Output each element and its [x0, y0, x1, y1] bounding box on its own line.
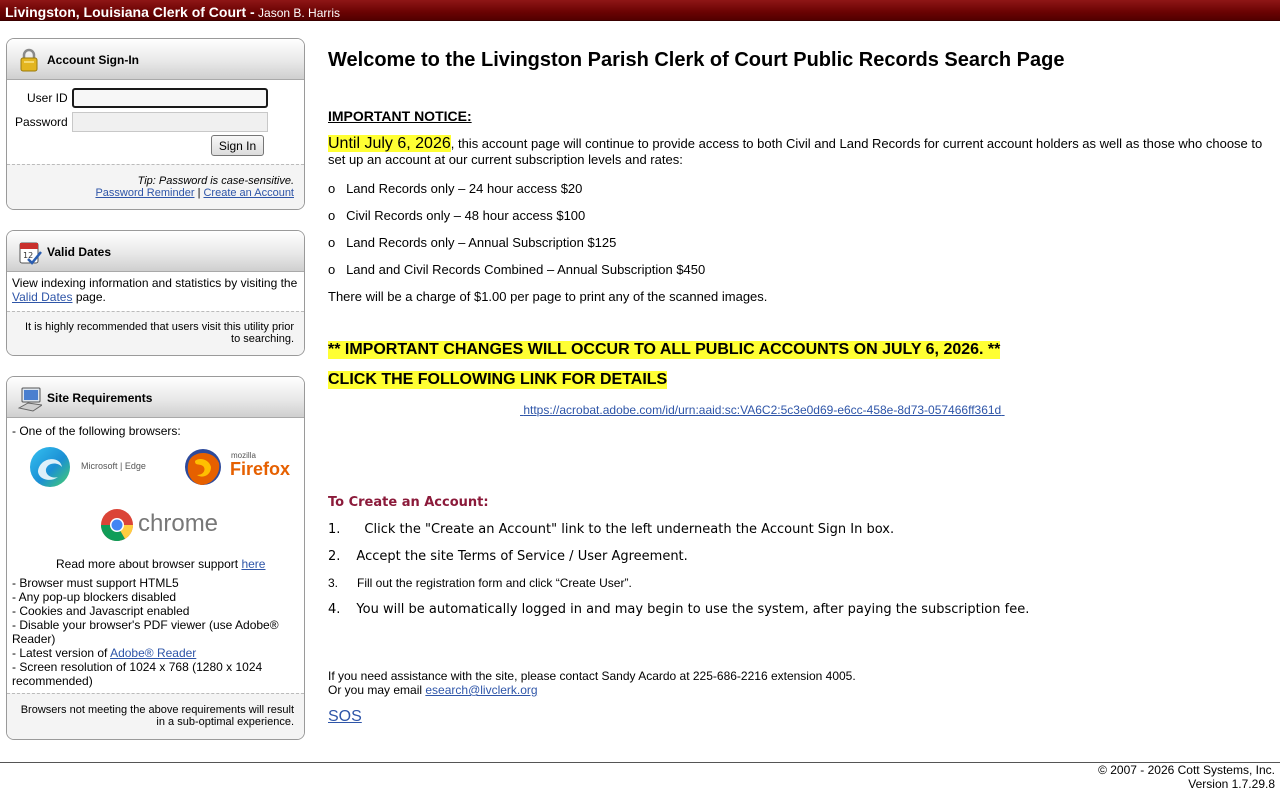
calendar-icon: [18, 240, 42, 266]
option-text: Land and Civil Records Combined – Annual Subscription $450: [346, 262, 706, 277]
title-bar: [0, 0, 1280, 21]
req-item: - Disable your browser's PDF viewer (use Adobe® Reader): [12, 618, 279, 646]
panel-title: Site Requirements: [47, 391, 153, 405]
notice-deadline: Until July 6, 2026: [328, 135, 451, 152]
password-label: Password: [15, 115, 68, 129]
browser-support-link[interactable]: here: [241, 557, 266, 571]
step-item: [328, 522, 894, 537]
step-item: [328, 576, 632, 590]
valid-dates-note: It is highly recommended that users visit this utility prior to searching.: [7, 311, 304, 356]
step-text: Click the "Create an Account" link to the left underneath the Account Sign In box.: [364, 522, 895, 537]
lock-icon: [18, 48, 40, 72]
user-name: Jason B. Harris: [258, 6, 341, 20]
create-account-title: To Create an Account:: [328, 495, 489, 510]
computer-icon: [18, 386, 42, 412]
firefox-icon: [183, 447, 223, 487]
bullet: o: [328, 181, 336, 196]
step-item: [328, 602, 1029, 617]
sos-link[interactable]: SOS: [328, 708, 362, 725]
site-requirements-panel: [6, 376, 305, 740]
req-item: - Cookies and Javascript enabled: [12, 604, 190, 618]
requirements-note: Browsers not meeting the above requirements will result in a sub-optimal experience.: [7, 693, 304, 740]
bullet: o: [328, 262, 336, 277]
step-text: Fill out the registration form and click “Create User”.: [357, 576, 632, 590]
sign-in-button[interactable]: Sign In: [211, 135, 264, 156]
assistance-text: If you need assistance with the site, please contact Sandy Acardo at 225-686-2216 extension 4005.: [328, 669, 856, 683]
panel-header: [7, 39, 304, 80]
chrome-label: chrome: [138, 510, 219, 537]
notice-title: IMPORTANT NOTICE:: [328, 108, 472, 124]
step-number: 2.: [328, 549, 341, 564]
edge-icon: [28, 445, 72, 489]
chrome-icon: [100, 508, 134, 542]
bullet: o: [328, 208, 336, 223]
svg-text:12: 12: [23, 251, 34, 260]
firefox-vendor: mozilla: [231, 451, 256, 460]
panel-title: Valid Dates: [47, 245, 112, 259]
notice-text: , this account page will continue to provide access to both Civil and Land Records for current account holders as well as those who choose to set up an account at our current subscription levels and rates:: [328, 136, 1263, 167]
password-reminder-link[interactable]: Password Reminder: [95, 187, 195, 199]
panel-header: [7, 231, 304, 272]
option-text: Land Records only – 24 hour access $20: [346, 181, 583, 196]
email-link[interactable]: esearch@livclerk.org: [425, 683, 538, 697]
link-separator: |: [197, 187, 201, 199]
account-links: [17, 187, 294, 199]
site-title: Livingston, Louisiana Clerk of Court -: [5, 4, 255, 20]
firefox-label: Firefox: [230, 459, 291, 479]
requirements-list: [12, 576, 297, 688]
req-item: - Any pop-up blockers disabled: [12, 590, 177, 604]
option-item: [328, 235, 616, 250]
page-heading: Welcome to the Livingston Parish Clerk of Court Public Records Search Page: [328, 49, 1065, 71]
req-item-latest: [12, 646, 297, 660]
user-id-input[interactable]: [72, 88, 268, 108]
adobe-reader-link[interactable]: Adobe® Reader: [110, 646, 197, 660]
copyright: © 2007 - 2026 Cott Systems, Inc.: [1098, 763, 1275, 777]
option-item: [328, 181, 582, 196]
version: Version 1.7.29.8: [1188, 777, 1275, 791]
password-input[interactable]: [72, 112, 268, 132]
option-text: Land Records only – Annual Subscription $125: [346, 235, 617, 250]
req-item: - Screen resolution of 1024 x 768 (1280 x 1024 recommended): [12, 660, 263, 688]
valid-dates-text: [7, 272, 304, 304]
user-id-label: User ID: [27, 91, 68, 105]
step-text: You will be automatically logged in and may begin to use the system, after paying the subscription fee.: [356, 602, 1030, 617]
signin-footer: [7, 164, 304, 210]
panel-header: [7, 377, 304, 418]
notice-paragraph: [328, 136, 1268, 168]
option-item: [328, 262, 705, 277]
details-link-text: https://acrobat.adobe.com/id/urn:aaid:sc:VA6C2:5c3e0d69-e6cc-458e-8d73-057466ff361d: [523, 403, 1002, 417]
footer-divider: [0, 762, 1280, 763]
step-number: 3.: [328, 576, 339, 590]
details-alert: CLICK THE FOLLOWING LINK FOR DETAILS: [328, 371, 668, 388]
req-item: - Browser must support HTML5: [12, 576, 179, 590]
read-more-text: Read more about browser support: [56, 557, 239, 571]
valid-dates-desc-end: page.: [75, 290, 106, 304]
browser-support-text: [56, 557, 265, 571]
bullet: o: [328, 235, 336, 250]
create-account-link[interactable]: Create an Account: [203, 187, 294, 199]
details-link[interactable]: [520, 403, 1005, 417]
option-item: [328, 208, 585, 223]
valid-dates-link[interactable]: Valid Dates: [12, 290, 73, 304]
email-prefix: Or you may email: [328, 683, 423, 697]
print-charge: There will be a charge of $1.00 per page to print any of the scanned images.: [328, 289, 768, 304]
browsers-intro: - One of the following browsers:: [12, 424, 181, 438]
important-alert: ** IMPORTANT CHANGES WILL OCCUR TO ALL PUBLIC ACCOUNTS ON JULY 6, 2026. **: [328, 341, 1001, 358]
password-tip: Tip: Password is case-sensitive.: [137, 175, 294, 187]
step-number: 1.: [328, 522, 341, 537]
edge-label: Microsoft | Edge: [81, 461, 146, 471]
step-text: Accept the site Terms of Service / User Agreement.: [356, 549, 688, 564]
footer: [1098, 763, 1275, 791]
step-item: [328, 549, 688, 564]
step-number: 4.: [328, 602, 341, 617]
latest-prefix: - Latest version of: [12, 646, 108, 660]
valid-dates-panel: [6, 230, 305, 356]
email-line: [328, 683, 538, 697]
account-signin-panel: [6, 38, 305, 210]
valid-dates-desc: View indexing information and statistics by visiting the: [12, 276, 298, 290]
option-text: Civil Records only – 48 hour access $100: [346, 208, 586, 223]
panel-title: Account Sign-In: [47, 53, 139, 67]
